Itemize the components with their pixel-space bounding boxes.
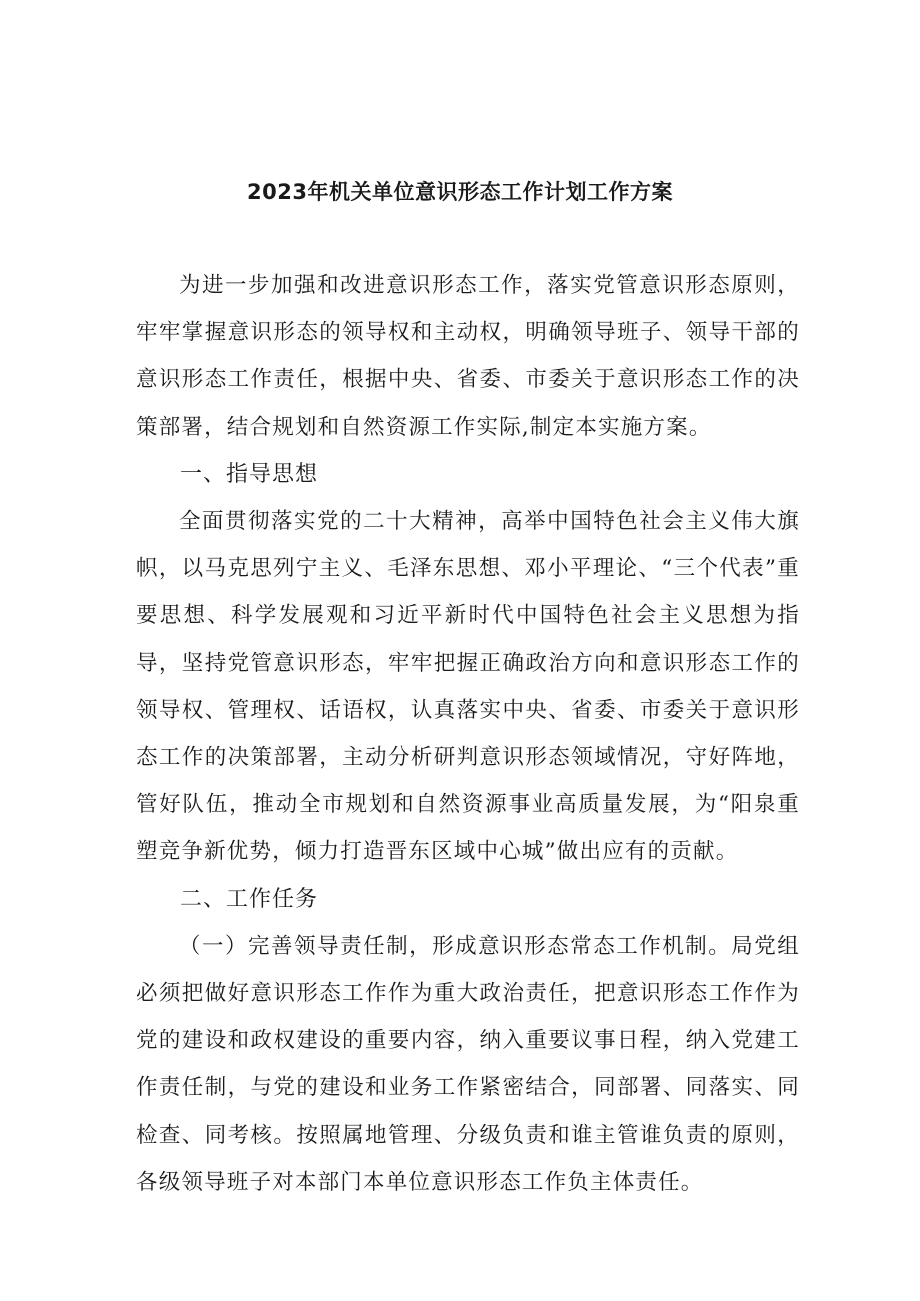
intro-paragraph: 为进一步加强和改进意识形态工作，落实党管意识形态原则，牢牢掌握意识形态的领导权和主动权，明确领导班子、领导干部的意识形态工作责任，根据中央、省委、市委关于意识形态工作的决策部署，结合规划和自然资源工作实际,制定本实施方案。	[136, 273, 800, 440]
section-heading-work-tasks: 二、工作任务	[180, 886, 319, 912]
guiding-thought-paragraph: 全面贯彻落实党的二十大精神，高举中国特色社会主义伟大旗帜，以马克思列宁主义、毛泽东思想、邓小平理论、“三个代表”重要思想、科学发展观和习近平新时代中国特色社会主义思想为指导，坚持党管意识形态，牢牢把握正确政治方向和意识形态工作的领导权、管理权、话语权，认真落实中央、省委、市委关于意识形态工作的决策部署，主动分析研判意识形态领域情况，守好阵地，管好队伍，推动全市规划和自然资源事业高质量发展，为“阳泉重塑竞争新优势，倾力打造晋东区域中心城”做出应有的贡献。	[136, 509, 800, 865]
document-title: 2023年机关单位意识形态工作计划工作方案	[247, 180, 673, 204]
section-heading-guiding-thought: 一、指导思想	[180, 461, 319, 487]
document-body	[136, 262, 800, 1206]
work-task-item-1-paragraph: （一）完善领导责任制，形成意识形态常态工作机制。局党组必须把做好意识形态工作作为重大政治责任，把意识形态工作作为党的建设和政权建设的重要内容，纳入重要议事日程，纳入党建工作责任制，与党的建设和业务工作紧密结合，同部署、同落实、同检查、同考核。按照属地管理、分级负责和谁主管谁负责的原则，各级领导班子对本部门本单位意识形态工作负主体责任。	[136, 933, 800, 1195]
